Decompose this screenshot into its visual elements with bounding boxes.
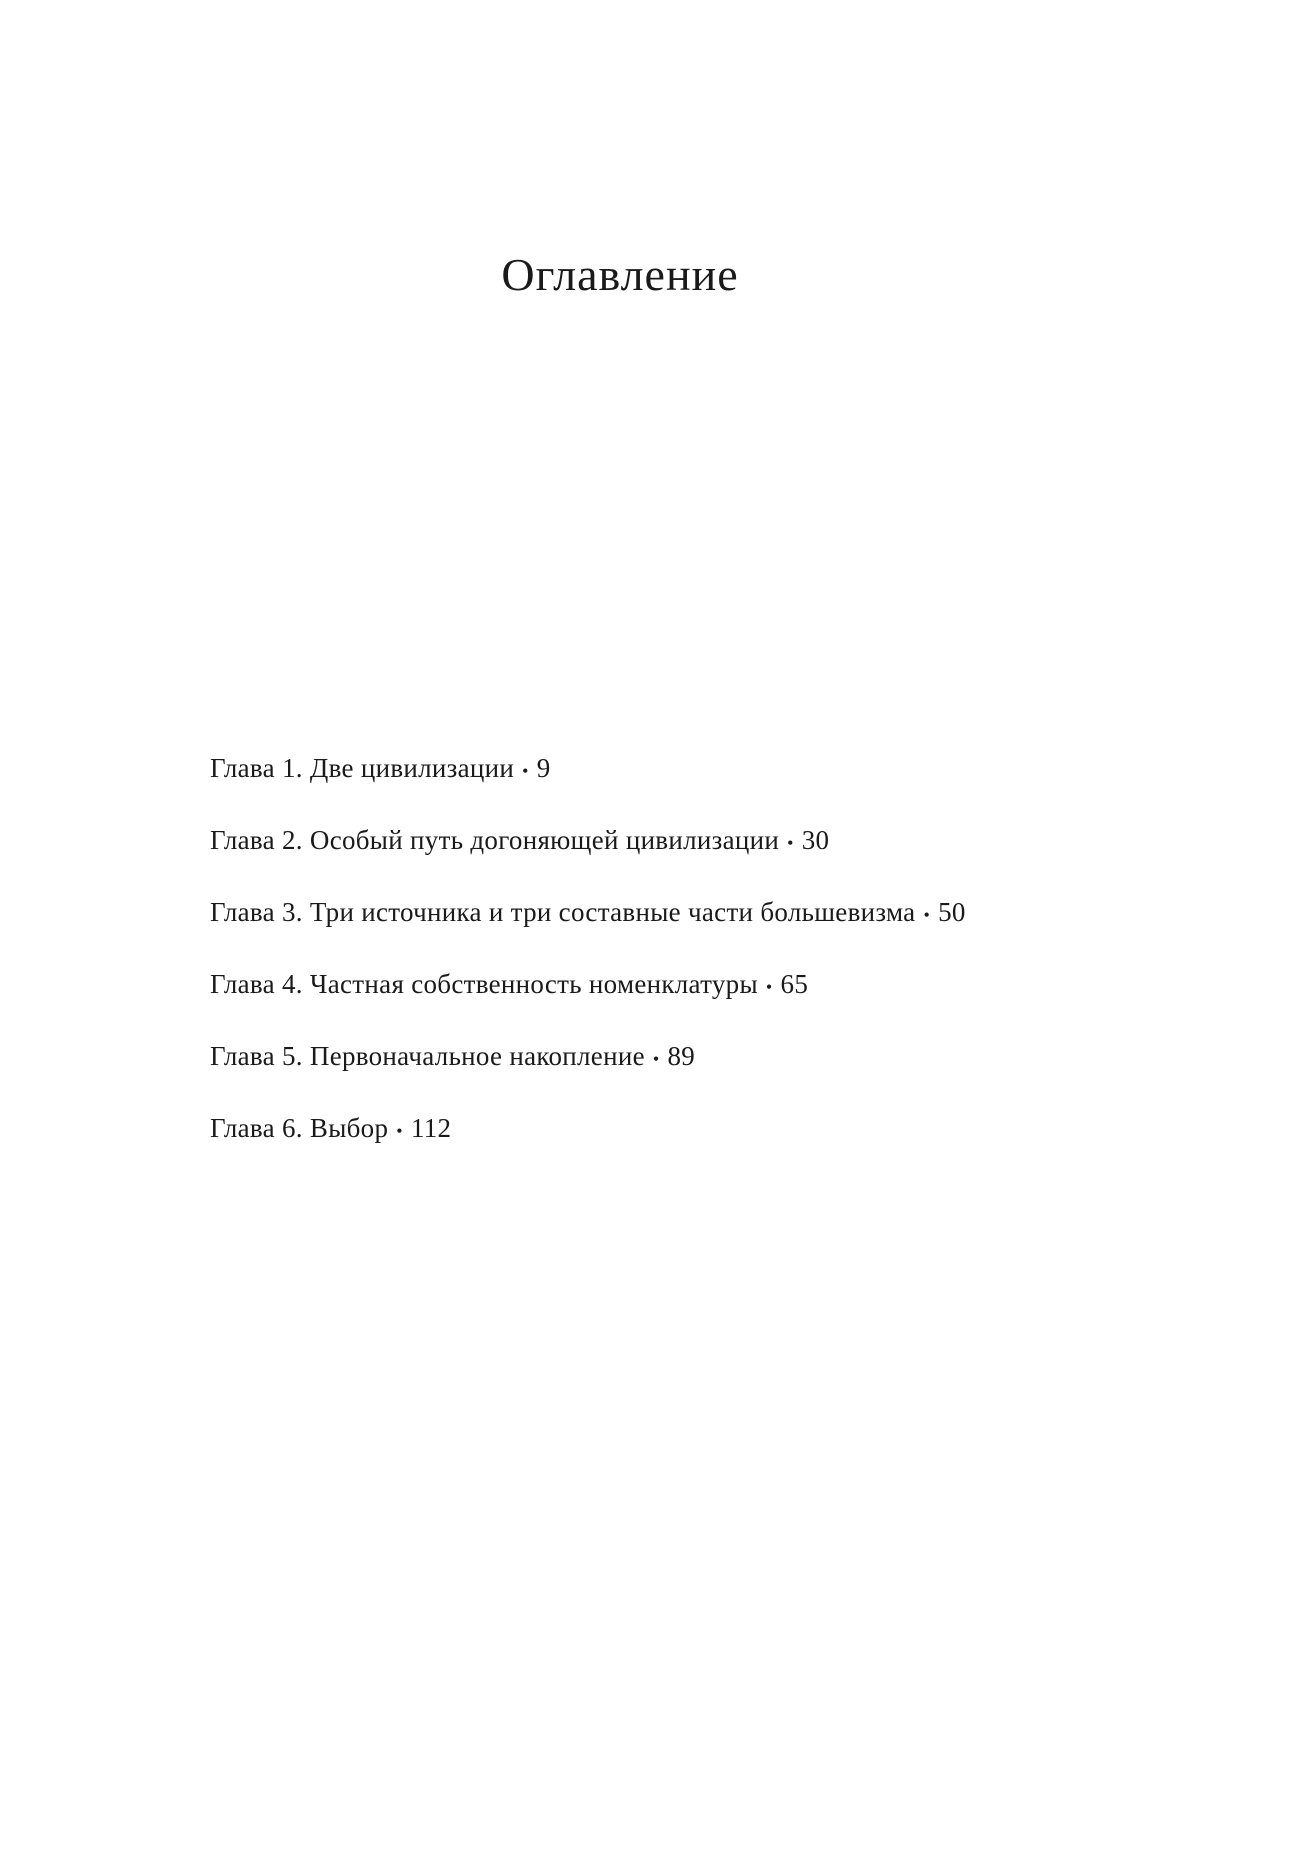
chapter-label: Глава 5. <box>210 1041 303 1071</box>
page-number: 65 <box>780 969 809 999</box>
separator-dot: • <box>652 1048 660 1069</box>
chapter-label: Глава 6. <box>210 1113 303 1143</box>
chapter-title: Выбор <box>309 1113 389 1143</box>
page-number: 89 <box>667 1041 696 1071</box>
chapter-label: Глава 4. <box>210 969 303 999</box>
chapter-title: Две цивилизации <box>309 753 515 783</box>
page-title: Оглавление <box>501 249 739 300</box>
toc-entry[interactable] <box>210 968 966 1000</box>
page-number: 112 <box>410 1113 452 1143</box>
toc-entry[interactable] <box>210 824 966 856</box>
chapter-label: Глава 3. <box>210 897 303 927</box>
separator-dot: • <box>522 760 529 781</box>
toc-entry[interactable] <box>210 752 966 784</box>
chapter-title: Первоначальное накопление <box>309 1041 645 1071</box>
table-of-contents <box>210 752 966 1184</box>
separator-dot: • <box>396 1120 403 1141</box>
toc-entry[interactable] <box>210 1040 966 1072</box>
toc-entry[interactable] <box>210 1112 966 1144</box>
chapter-label: Глава 1. <box>210 753 303 783</box>
chapter-title: Особый путь догоняющей цивилизации <box>309 825 780 855</box>
separator-dot: • <box>765 976 773 997</box>
separator-dot: • <box>923 904 931 925</box>
toc-entry[interactable] <box>210 896 966 928</box>
chapter-label: Глава 2. <box>210 825 303 855</box>
page-number: 50 <box>938 897 966 927</box>
chapter-title: Частная собственность номенклатуры <box>309 969 758 999</box>
page-number: 9 <box>536 753 551 783</box>
separator-dot: • <box>787 832 794 853</box>
page-number: 30 <box>801 825 830 855</box>
chapter-title: Три источника и три составные части большевизма <box>309 897 916 927</box>
